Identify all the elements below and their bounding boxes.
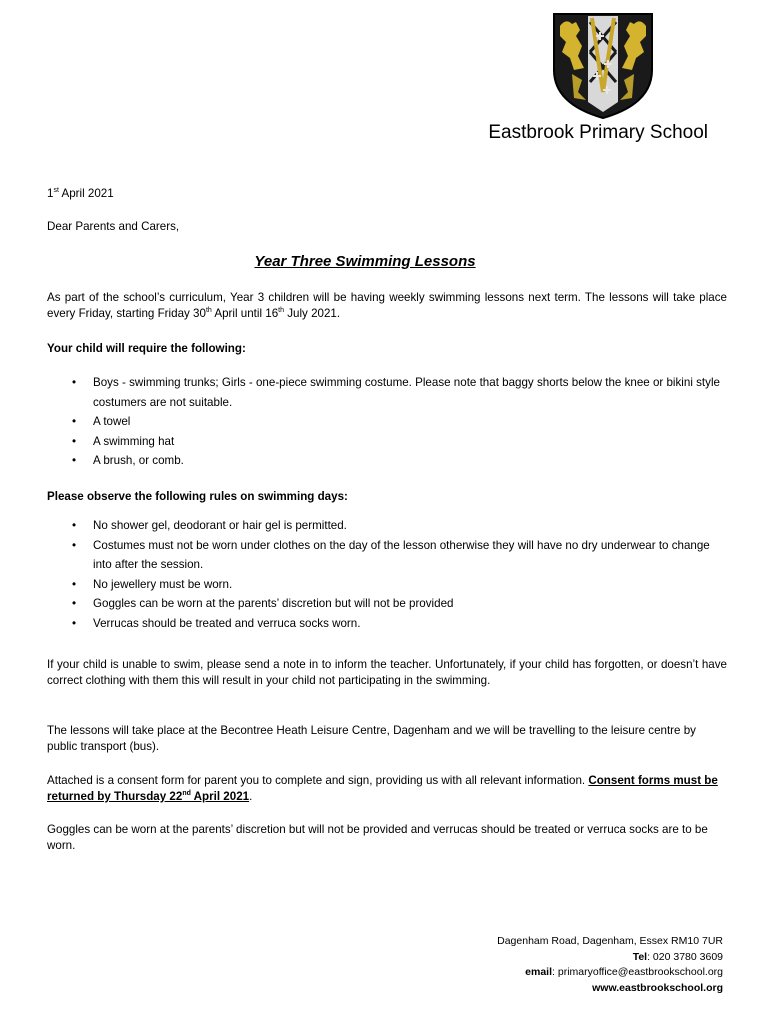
intro-text-a: As part of the school’s curriculum, Year 3 children will be having weekly swimming lessons next term. The lessons will take place every Friday, starting Friday 30	[47, 291, 727, 320]
consent-deadline-date: April 2021	[190, 790, 250, 803]
rules-list	[47, 516, 727, 633]
letter-greeting: Dear Parents and Carers,	[47, 220, 180, 233]
swim-paragraph: If your child is unable to swim, please send a note in to inform the teacher. Unfortunately, if your child has forgotten, or doesn’t have correct clothing with them this will result in your child not participating in the swimming.	[47, 658, 727, 687]
date-rest: April 2021	[58, 187, 114, 200]
list-item: • Costumes must not be worn under clothes on the day of the lesson otherwise they will have no dry underwear to change into after the session.	[47, 536, 727, 575]
school-crest-logo	[552, 12, 654, 120]
list-item: • Goggles can be worn at the parents’ discretion but will not be provided	[47, 594, 727, 614]
email-value[interactable]: : primaryoffice@eastbrookschool.org	[552, 966, 723, 978]
list-item: • No shower gel, deodorant or hair gel is permitted.	[47, 516, 727, 536]
website-link[interactable]: www.eastbrookschool.org	[592, 981, 723, 994]
list-item: • A brush, or comb.	[47, 451, 727, 471]
list-item: • Boys - swimming trunks; Girls - one-piece swimming costume. Please note that baggy shorts below the knee or bikini style costumers are not suitable.	[47, 373, 727, 412]
require-list	[47, 373, 727, 471]
consent-paragraph	[47, 773, 727, 805]
list-item: • A towel	[47, 412, 727, 432]
intro-sup-2: th	[278, 307, 285, 315]
consent-period: .	[249, 790, 253, 803]
letter-date	[47, 186, 727, 202]
consent-deadline-text: Consent forms must be returned by Thursday 22	[47, 774, 718, 803]
intro-paragraph	[47, 290, 727, 322]
intro-text-c: July 2021.	[284, 307, 341, 320]
rules-heading: Please observe the following rules on swimming days:	[47, 490, 348, 503]
email-label: email	[525, 966, 553, 978]
tel-value: : 020 3780 3609	[647, 950, 723, 963]
footer-email	[497, 965, 723, 981]
consent-text: Attached is a consent form for parent you to complete and sign, providing us with all relevant information.	[47, 774, 589, 787]
intro-sup-1: th	[205, 307, 212, 315]
intro-text-b: April until 16	[211, 307, 279, 320]
letter-title: Year Three Swimming Lessons	[254, 253, 476, 270]
footer-contact	[497, 934, 723, 996]
goggles-paragraph: Goggles can be worn at the parents’ discretion but will not be provided and verrucas should be treated or verruca socks are to be worn.	[47, 823, 708, 852]
consent-deadline-sup: nd	[182, 790, 191, 798]
footer-website[interactable]	[497, 981, 723, 997]
require-heading: Your child will require the following:	[47, 342, 246, 355]
date-day: 1	[47, 187, 54, 200]
date-suffix: st	[53, 187, 59, 195]
school-name: Eastbrook Primary School	[488, 122, 708, 143]
tel-label: Tel	[632, 950, 648, 963]
footer-address: Dagenham Road, Dagenham, Essex RM10 7UR	[497, 935, 723, 947]
venue-paragraph: The lessons will take place at the Becontree Heath Leisure Centre, Dagenham and we will be travelling to the leisure centre by public transport (bus).	[47, 724, 696, 753]
footer-tel	[497, 950, 723, 966]
list-item: • A swimming hat	[47, 432, 727, 452]
list-item: • No jewellery must be worn.	[47, 575, 727, 595]
list-item: • Verrucas should be treated and verruca socks worn.	[47, 614, 727, 634]
